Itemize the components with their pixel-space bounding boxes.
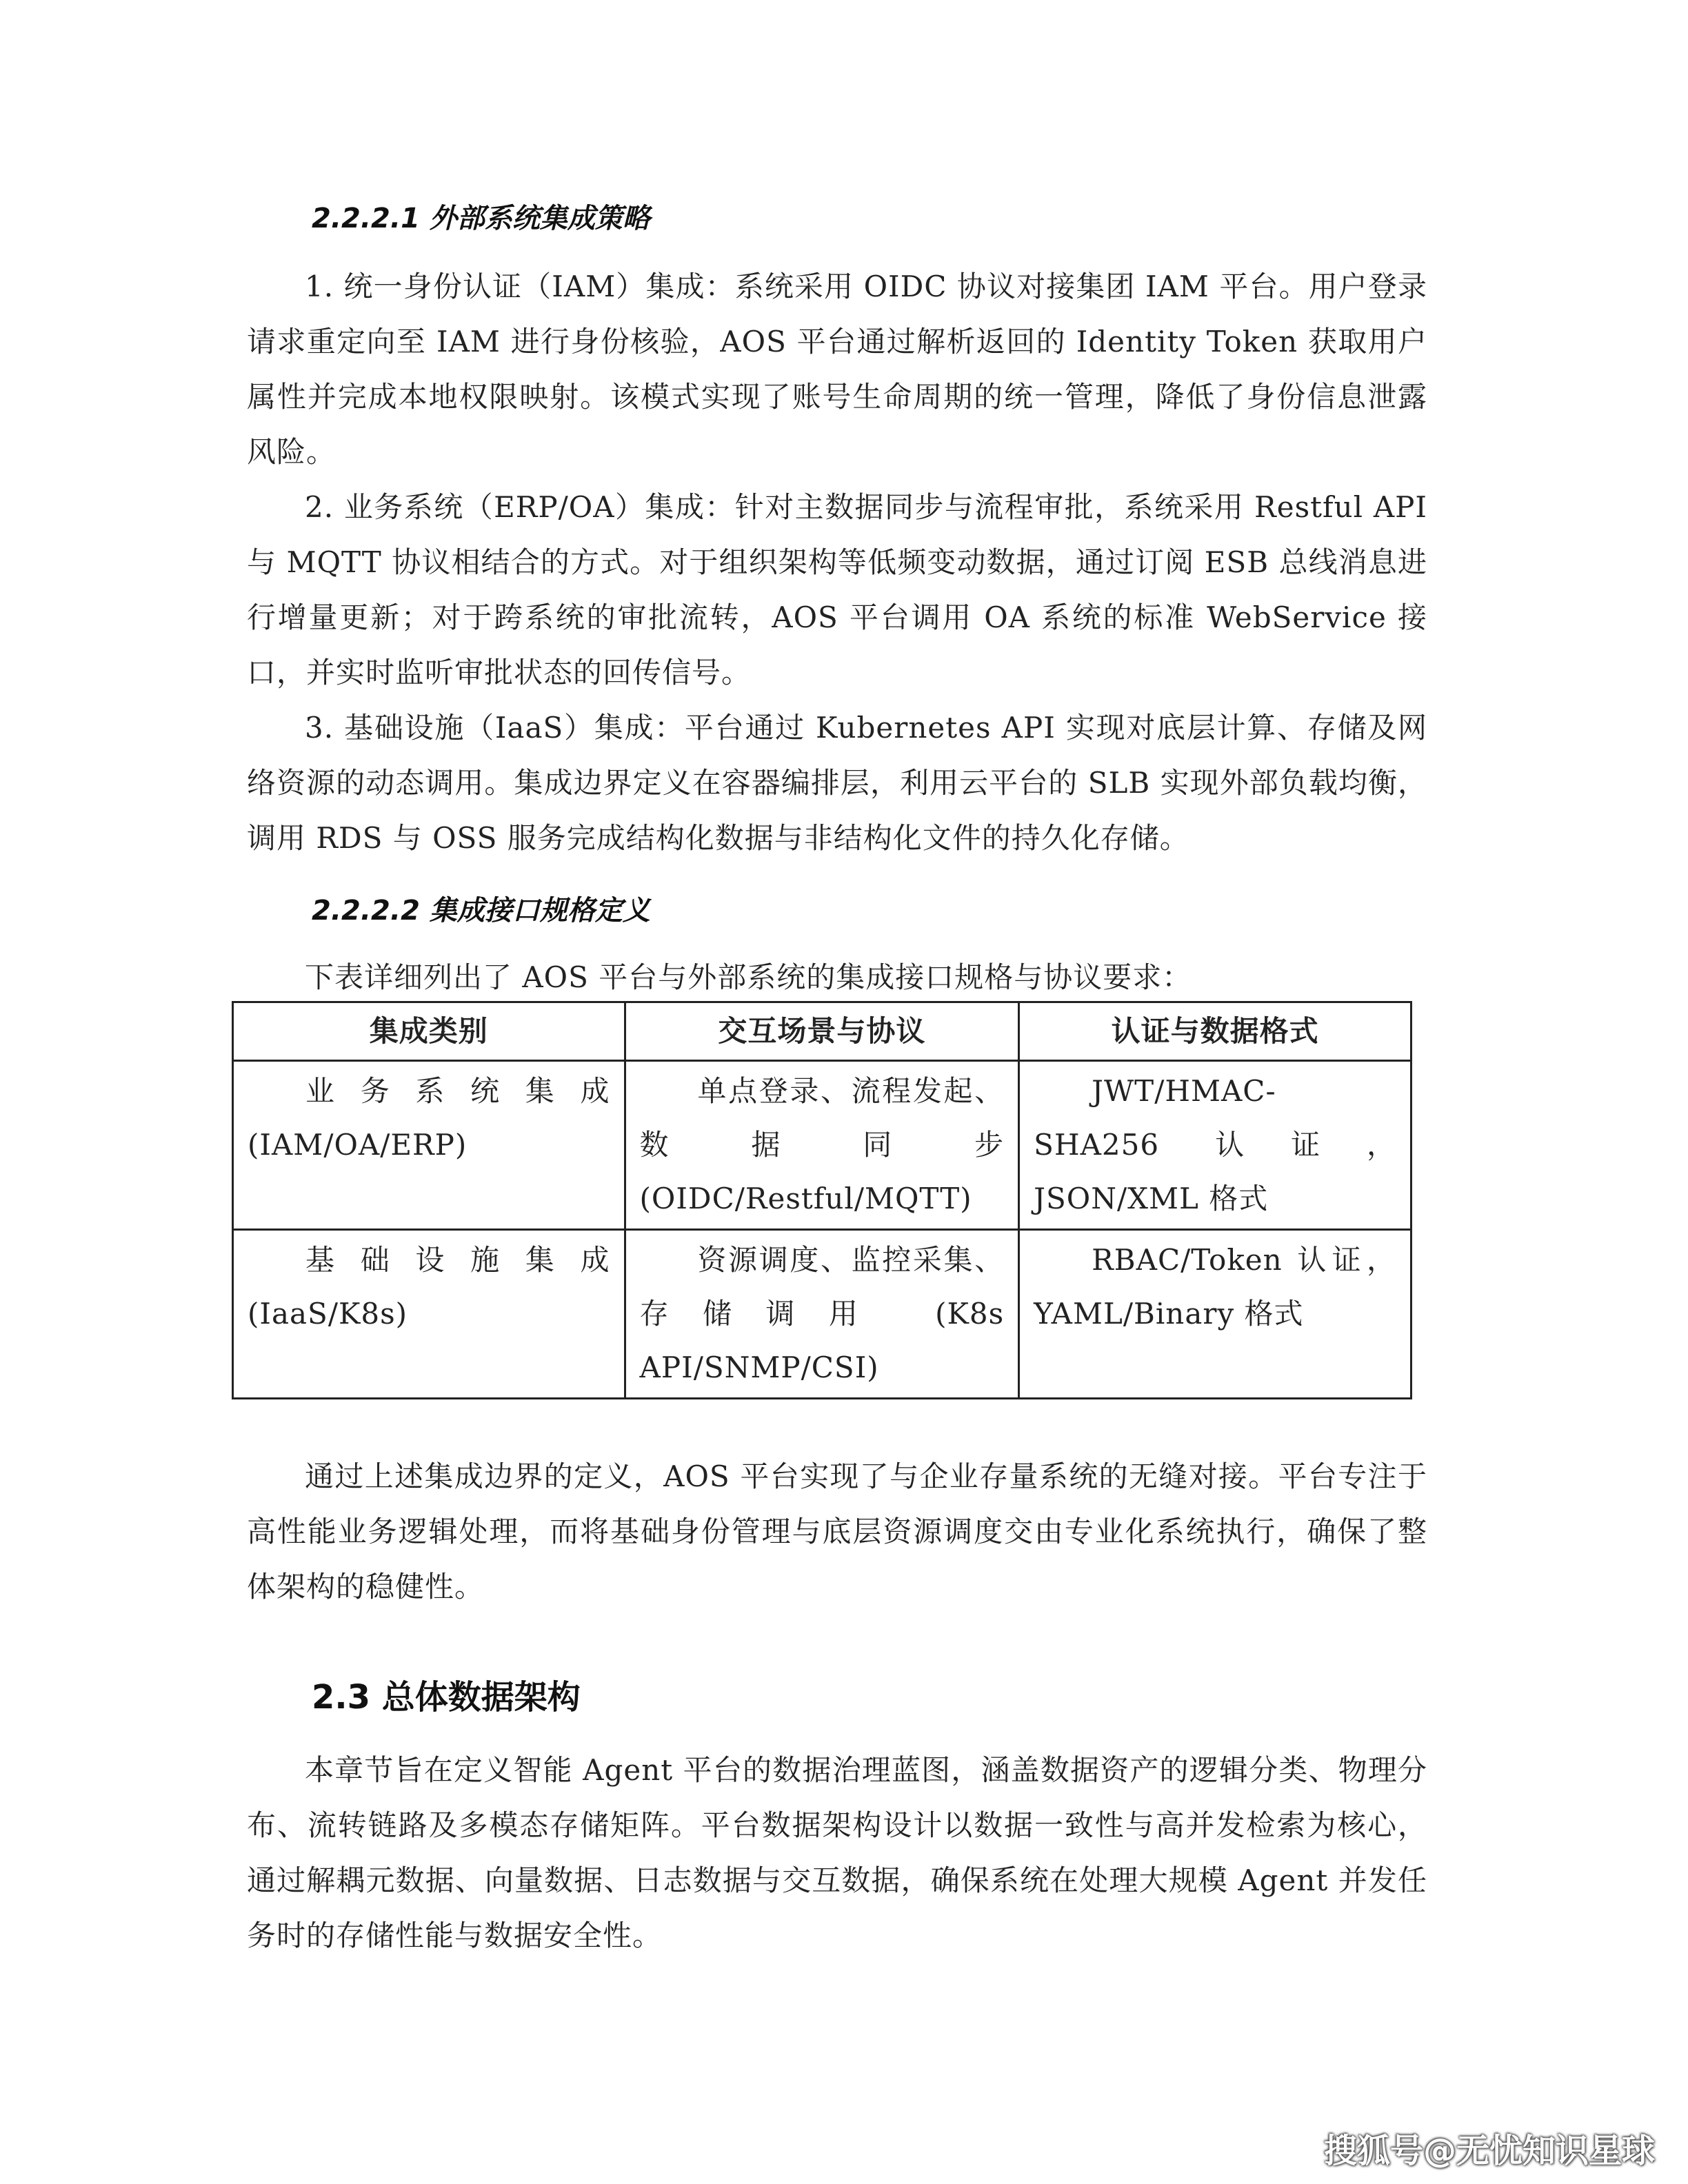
- integration-spec-table: [232, 1001, 1412, 1399]
- table-row: [233, 1061, 1411, 1230]
- paragraph-iaas: 3. 基础设施（IaaS）集成：平台通过 Kubernetes API 实现对底层计算、存储及网络资源的动态调用。集成边界定义在容器编排层，利用云平台的 SLB 实现外部负载均衡，调用 RDS 与 OSS 服务完成结构化数据与非结构化文件的持久化存储。: [247, 711, 1427, 855]
- table-cell: 业务系统集成(IAM/OA/ERP): [233, 1061, 625, 1230]
- section-heading-23: 2.3 总体数据架构: [312, 1678, 581, 1717]
- table-cell: 单点登录、流程发起、数据同步(OIDC/Restful/MQTT): [625, 1061, 1019, 1230]
- section-heading-2222: 2.2.2.2 集成接口规格定义: [312, 895, 650, 927]
- column-header: 集成类别: [233, 1002, 625, 1061]
- table-row: [233, 1230, 1411, 1399]
- table-cell: 基础设施集成(IaaS/K8s): [233, 1230, 625, 1399]
- table-cell: JWT/HMAC-SHA256 认证，JSON/XML 格式: [1019, 1061, 1411, 1230]
- table-intro-text: 下表详细列出了 AOS 平台与外部系统的集成接口规格与协议要求：: [305, 960, 1192, 994]
- data-architecture-paragraph: 本章节旨在定义智能 Agent 平台的数据治理蓝图，涵盖数据资产的逻辑分类、物理分布、流转链路及多模态存储矩阵。平台数据架构设计以数据一致性与高并发检索为核心，通过解耦元数据、向量数据、日志数据与交互数据，确保系统在处理大规模 Agent 并发任务时的存储性能与数据安全性。: [247, 1753, 1428, 1952]
- column-header: 交互场景与协议: [625, 1002, 1019, 1061]
- table-cell: 资源调度、监控采集、存储调用 (K8s API/SNMP/CSI): [625, 1230, 1019, 1399]
- paragraph-iam: 1. 统一身份认证（IAM）集成：系统采用 OIDC 协议对接集团 IAM 平台。用户登录请求重定向至 IAM 进行身份核验，AOS 平台通过解析返回的 Identity Token 获取用户属性并完成本地权限映射。该模式实现了账号生命周期的统一管理，降低了身份信息泄露风险。: [247, 270, 1427, 469]
- table-header-row: [233, 1002, 1411, 1061]
- watermark: 搜狐号@无忧知识星球: [1323, 2132, 1655, 2170]
- column-header: 认证与数据格式: [1019, 1002, 1411, 1061]
- summary-paragraph: 通过上述集成边界的定义，AOS 平台实现了与企业存量系统的无缝对接。平台专注于高性能业务逻辑处理，而将基础身份管理与底层资源调度交由专业化系统执行，确保了整体架构的稳健性。: [247, 1459, 1427, 1604]
- paragraph-erp-oa: 2. 业务系统（ERP/OA）集成：针对主数据同步与流程审批，系统采用 Restful API 与 MQTT 协议相结合的方式。对于组织架构等低频变动数据，通过订阅 ESB 总线消息进行增量更新；对于跨系统的审批流转，AOS 平台调用 OA 系统的标准 WebService 接口，并实时监听审批状态的回传信号。: [247, 490, 1427, 689]
- section-heading-2221: 2.2.2.1 外部系统集成策略: [312, 203, 650, 234]
- table-cell: RBAC/Token 认证，YAML/Binary 格式: [1019, 1230, 1411, 1399]
